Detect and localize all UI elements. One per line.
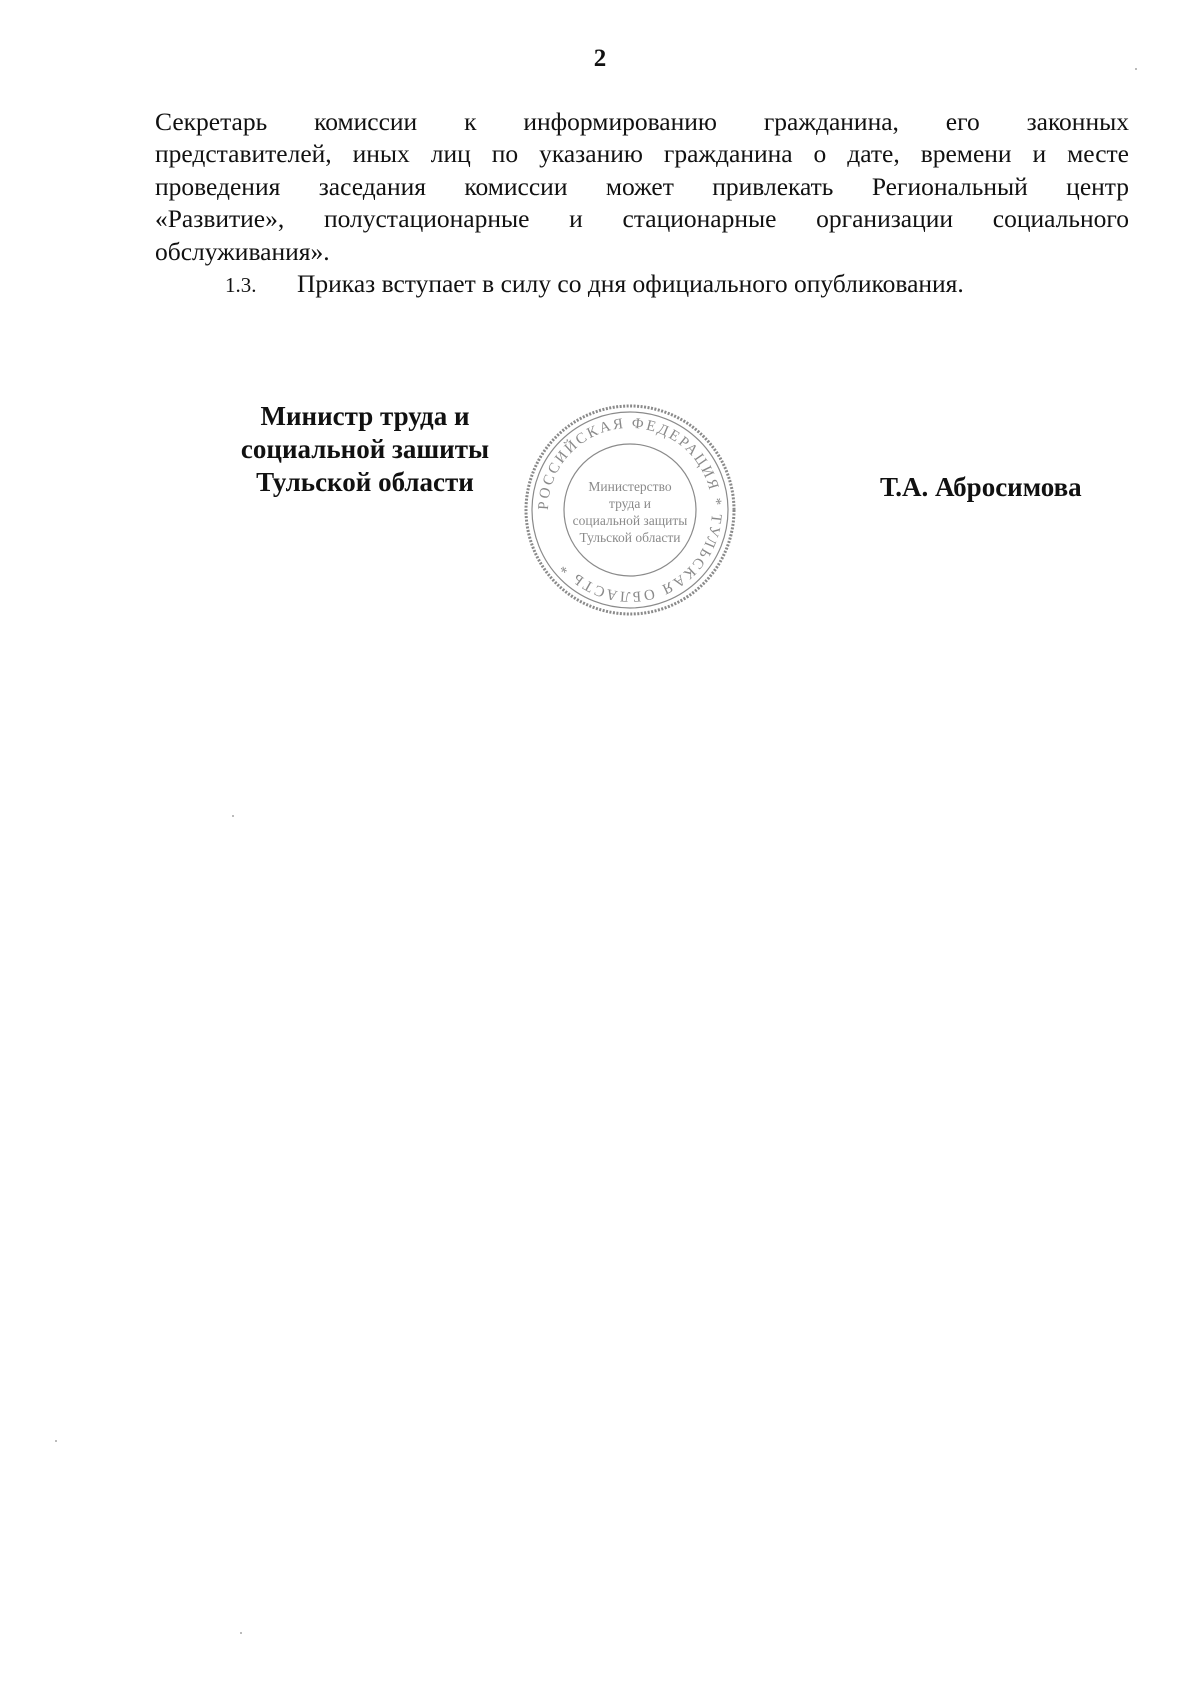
official-seal — [515, 395, 745, 625]
paragraph-line: представителей, иных лиц по указанию гражданина о дате, времени и месте — [155, 139, 1129, 169]
signatory-title-line: социальной зашиты — [240, 434, 490, 464]
page-number: 2 — [593, 45, 607, 72]
paragraph-line: проведения заседания комиссии может привлекать Региональный центр — [155, 171, 1129, 201]
svg-text:социальной защиты: социальной защиты — [572, 513, 688, 528]
signatory-title-line: Тульской области — [256, 467, 474, 497]
svg-text:труда и: труда и — [609, 496, 651, 511]
paragraph-line: «Развитие», полустационарные и стационарные организации социального — [155, 204, 1129, 234]
item-number: 1.3. — [225, 273, 257, 298]
svg-text:Тульской области: Тульской области — [579, 530, 681, 545]
signer-name: Т.А. Абросимова — [880, 472, 1082, 502]
list-item-1-3 — [155, 268, 1129, 301]
paragraph-line: обслуживания». — [155, 236, 330, 266]
svg-text:Министерство: Министерство — [588, 479, 672, 494]
scan-speck — [232, 815, 234, 817]
document-body — [155, 106, 1129, 301]
svg-text:РОССИЙСКАЯ ФЕДЕРАЦИЯ * ТУЛЬСКА: РОССИЙСКАЯ ФЕДЕРАЦИЯ * ТУЛЬСКАЯ ОБЛАСТЬ * — [535, 415, 725, 605]
seal-stamp-graphic — [515, 395, 745, 625]
signatory-title-line: Министр труда и — [260, 401, 470, 431]
item-text: Приказ вступает в силу со дня официального опубликования. — [297, 269, 964, 299]
scan-speck — [240, 1632, 242, 1634]
signatory-title — [200, 400, 530, 499]
scan-speck — [55, 1440, 57, 1442]
paragraph-line: Секретарь комиссии к информированию гражданина, его законных — [155, 107, 1129, 136]
scan-speck — [1135, 68, 1137, 70]
paragraph-secretary — [155, 106, 1129, 268]
